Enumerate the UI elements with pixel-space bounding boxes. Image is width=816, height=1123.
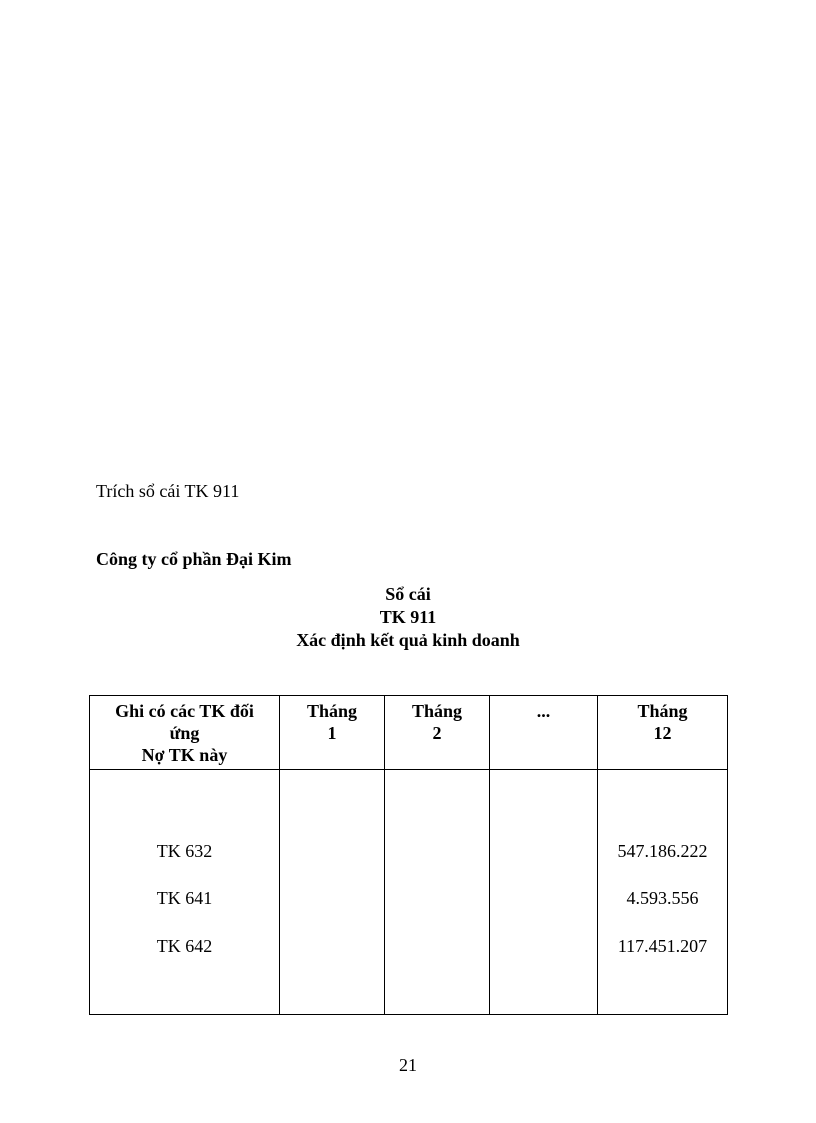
month-1-cell	[280, 932, 385, 1015]
month-1-cell	[280, 864, 385, 932]
ellipsis-cell	[490, 932, 598, 1015]
month-12-cell: 117.451.207	[598, 932, 728, 1015]
account-cell: TK 641	[90, 864, 280, 932]
header-text: ...	[536, 701, 551, 721]
ledger-table	[89, 695, 728, 1015]
header-month-2	[385, 696, 490, 770]
month-12-cell: 4.593.556	[598, 864, 728, 932]
month-2-cell	[385, 770, 490, 865]
month-2-cell	[385, 864, 490, 932]
account-description: Xác định kết quả kinh doanh	[296, 630, 520, 650]
month-1-cell	[280, 770, 385, 865]
table-row	[90, 770, 728, 865]
ellipsis-cell	[490, 864, 598, 932]
table-header-row	[90, 696, 728, 770]
month-2-cell	[385, 932, 490, 1015]
header-text: Ghi có các TK đối	[115, 701, 254, 721]
header-text: Tháng	[306, 701, 358, 721]
header-text: 12	[653, 723, 672, 743]
account-title: TK 911	[379, 607, 437, 627]
header-text: 2	[432, 723, 442, 743]
header-text: Nợ TK này	[141, 745, 228, 765]
page-number: 21	[399, 1055, 417, 1075]
header-account	[90, 696, 280, 770]
header-text: Tháng	[637, 701, 688, 721]
table-row	[90, 932, 728, 1015]
month-12-cell: 547.186.222	[598, 770, 728, 865]
header-ellipsis	[490, 696, 598, 770]
table-row	[90, 864, 728, 932]
header-text: Tháng	[411, 701, 463, 721]
header-text: 1	[327, 723, 337, 743]
account-cell: TK 642	[90, 932, 280, 1015]
account-cell: TK 632	[90, 770, 280, 865]
excerpt-label: Trích sổ cái TK 911	[96, 481, 240, 501]
company-name: Công ty cổ phần Đại Kim	[96, 549, 292, 569]
header-month-12	[598, 696, 728, 770]
header-text: ứng	[169, 723, 200, 743]
header-month-1	[280, 696, 385, 770]
ellipsis-cell	[490, 770, 598, 865]
ledger-title: Sổ cái	[385, 584, 431, 604]
